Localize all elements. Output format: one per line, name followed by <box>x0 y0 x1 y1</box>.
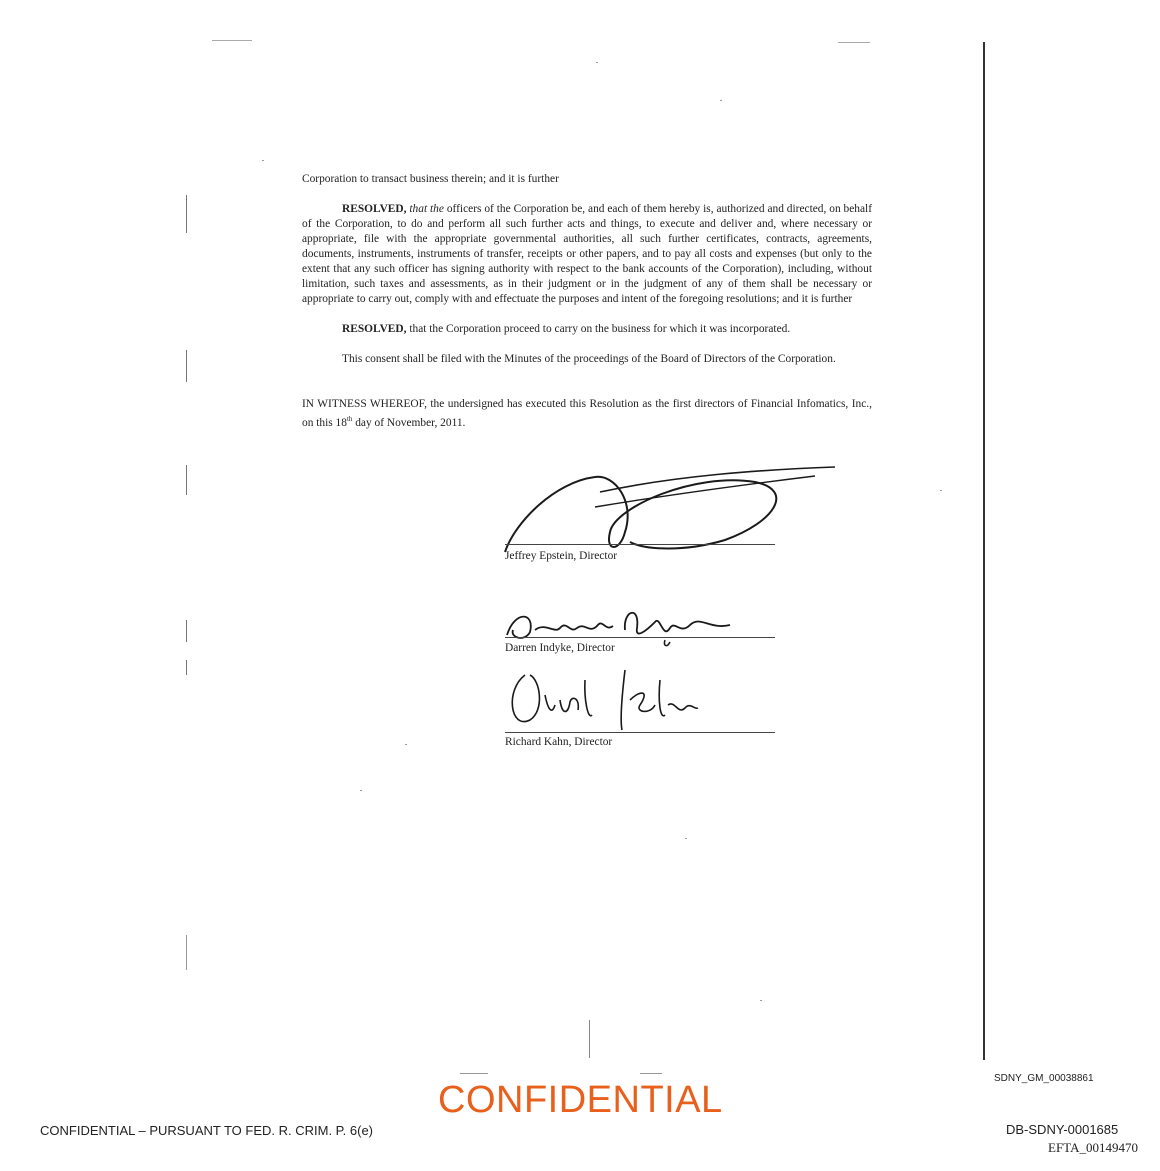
scan-edge-mark <box>186 195 187 233</box>
scan-top-dash <box>212 40 252 41</box>
resolved-heading: RESOLVED, <box>342 203 407 215</box>
signature-block-indyke <box>505 600 775 660</box>
witness-ordinal-suffix: th <box>346 415 353 423</box>
scan-top-dash <box>838 42 870 43</box>
paragraph-resolved-business <box>302 322 872 337</box>
scan-edge-mark <box>186 935 187 970</box>
scan-speck <box>760 1000 762 1001</box>
scan-edge-mark <box>186 660 187 675</box>
resolved-body-text: officers of the Corporation be, and each of them hereby is, authorized and directed, on behalf of the Corporation, to do and perform all such further acts and things, to execute and deliver and, where necessary or appropriate, file with the appropriate governmental authorities, all such further certificates, contracts, agreements, documents, instruments, instruments of transfer, receipts or other papers, and to pay all costs and expenses (but only to the extent that any such officer has signing authority with respect to the bank accounts of the Corporation), including, without limitation, such taxes and assessments, as in their judgment or in the judgment of any of them shall be necessary or appropriate to carry out, comply with and effectuate the purposes and intent of the foregoing resolutions; and it is further <box>302 203 873 305</box>
scan-speck <box>685 838 687 839</box>
scan-speck <box>405 744 407 745</box>
scan-speck <box>262 160 264 161</box>
signature-block-epstein <box>505 470 775 570</box>
resolved-body-text: that the Corporation proceed to carry on the business for which it was incorporated. <box>409 323 791 335</box>
scan-speck <box>940 490 942 491</box>
scan-speck <box>596 62 598 63</box>
scan-edge-mark <box>186 350 187 382</box>
signature-line <box>505 637 775 638</box>
witness-text: IN WITNESS WHEREOF, the undersigned has executed this Resolution as the first directors of Financial Infomatics, Inc., on this 18 <box>302 398 872 429</box>
scan-speck <box>360 790 362 791</box>
scan-edge-mark <box>186 465 187 495</box>
signatory-name: Jeffrey Epstein, Director <box>505 550 618 562</box>
bates-number-efta: EFTA_00149470 <box>1048 1140 1138 1155</box>
resolved-heading: RESOLVED, <box>342 323 407 335</box>
scan-edge-mark <box>589 1020 590 1058</box>
confidential-stamp: CONFIDENTIAL <box>438 1079 723 1121</box>
scan-bottom-dash <box>640 1073 662 1074</box>
signatory-name: Darren Indyke, Director <box>505 642 615 654</box>
paragraph-consent-filing: This consent shall be filed with the Minutes of the proceedings of the Board of Directors of the Corporation. <box>342 353 836 365</box>
scan-bottom-dash <box>460 1073 488 1074</box>
scan-edge-mark <box>186 620 187 642</box>
scan-speck <box>720 100 722 101</box>
bates-number-db-sdny: DB-SDNY-0001685 <box>1006 1122 1119 1137</box>
witness-text-end: day of November, 2011. <box>352 416 466 429</box>
signatory-name: Richard Kahn, Director <box>505 736 613 748</box>
signature-line <box>505 732 775 733</box>
resolved-italic-text: that the <box>409 203 444 215</box>
resolution-body <box>302 172 872 431</box>
signature-block-kahn <box>505 660 775 760</box>
signature-scribble-kahn <box>500 660 700 735</box>
scan-edge-line-right <box>983 42 985 1060</box>
paragraph-witness <box>302 397 872 431</box>
paragraph-continuation: Corporation to transact business therein; and it is further <box>302 173 559 185</box>
paragraph-resolved-officers <box>302 202 872 307</box>
signature-line <box>505 544 775 545</box>
bates-number-sdny-gm: SDNY_GM_00038861 <box>994 1073 1094 1084</box>
confidentiality-legend: CONFIDENTIAL – PURSUANT TO FED. R. CRIM. P. 6(e) <box>40 1123 374 1138</box>
